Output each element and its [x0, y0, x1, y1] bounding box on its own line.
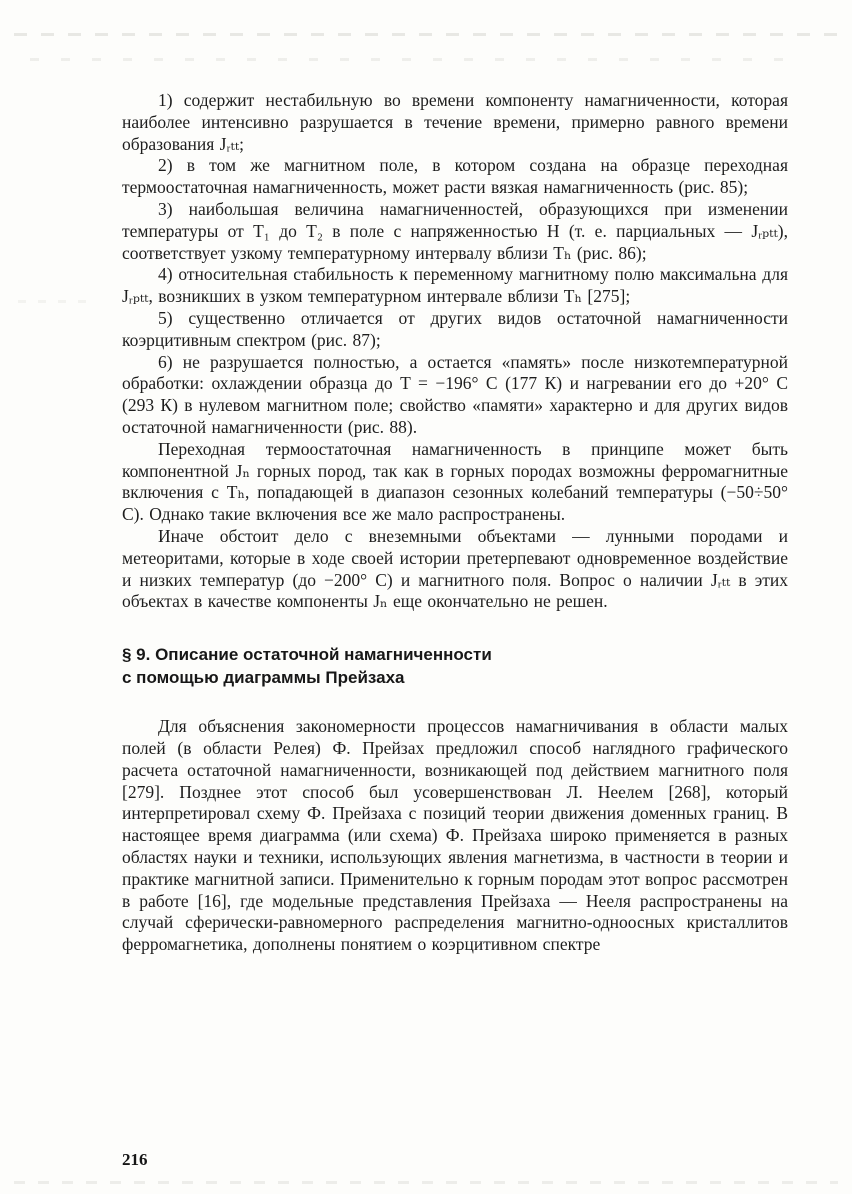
- list-item-4: 4) относительная стабильность к переменному магнитному полю максимальна для Jᵣₚₜₜ, возникших в узком температурном интервале вблизи Tₕ [275];: [122, 264, 788, 307]
- scan-artifact-line: [14, 1181, 838, 1184]
- list-item-1: 1) содержит нестабильную во времени компоненту намагниченности, которая наиболее интенсивно разрушается в течение времени, примерно равного времени образования Jᵣₜₜ;: [122, 90, 788, 154]
- list-item-5: 5) существенно отличается от других видов остаточной намагниченности коэрцитивным спектром (рис. 87);: [122, 307, 788, 350]
- list-item-2: 2) в том же магнитном поле, в котором создана на образце переходная термоостаточная намагниченность, может расти вязкая намагниченность (рис. 85);: [122, 155, 788, 198]
- list-item-3: 3) наибольшая величина намагниченностей, образующихся при изменении температуры от T₁ до T₂ в поле с напряженностью H (т. е. парциальных — Jᵣₚₜₜ), соответствует узкому температурному интервалу вблизи Tₕ (рис. 86);: [122, 198, 788, 263]
- list-item-6: 6) не разрушается полностью, а остается «память» после низкотемпературной обработки: охлаждении образца до T = −196° C (177 К) и нагревании его до +20° C (293 К) в нулевом магнитном поле; свойство «памяти» характерно и для других видов остаточной намагниченности (рис. 88).: [122, 351, 788, 437]
- paragraph-extraterrestrial: Иначе обстоит дело с внеземными объектами — лунными породами и метеоритами, которые в ходе своей истории претерпевают одновременное воздействие и низких температур (до −200° C) и магнитного поля. Вопрос о наличии Jᵣₜₜ в этих объектах в качестве компоненты Jₙ еще окончательно не решен.: [122, 525, 788, 612]
- scan-artifact-line: [30, 58, 792, 61]
- section-heading-line-2: с помощью диаграммы Прейзаха: [122, 668, 405, 688]
- section-heading: [122, 643, 788, 689]
- section-heading-line-1: § 9. Описание остаточной намагниченности: [122, 645, 492, 665]
- page-number: 216: [122, 1150, 148, 1169]
- paragraph-section-body: Для объяснения закономерности процессов намагничивания в области малых полей (в области Релея) Ф. Прейзах предложил способ наглядного графического расчета остаточной намагниченности, возникающей под действием магнитного поля [279]. Позднее этот способ был усовершенствован Л. Неелем [268], который интерпретировал схему Ф. Прейзаха с позиций теории движения доменных границ. В настоящее время диаграмма (или схема) Ф. Прейзаха широко применяется в разных областях науки и техники, использующих явления магнетизма, в частности в теории и практике магнитной записи. Применительно к горным породам этот вопрос рассмотрен в работе [16], где модельные представления Прейзаха — Нееля распространены на случай сферически-равномерного распределения магнитно-одноосных кристаллитов ферромагнетика, дополнены понятием о коэрцитивном спектре: [122, 716, 788, 955]
- scan-artifact-line: [18, 300, 88, 303]
- paragraph-transitional-trm: Переходная термоостаточная намагниченность в принципе может быть компонентной Jₙ горных пород, так как в горных породах возможны ферромагнитные включения с Tₕ, попадающей в диапазон сезонных колебаний температуры (−50÷50° C). Однако такие включения все же мало распространены.: [122, 438, 788, 525]
- text-column: [122, 90, 788, 956]
- scan-artifact-line: [14, 33, 838, 36]
